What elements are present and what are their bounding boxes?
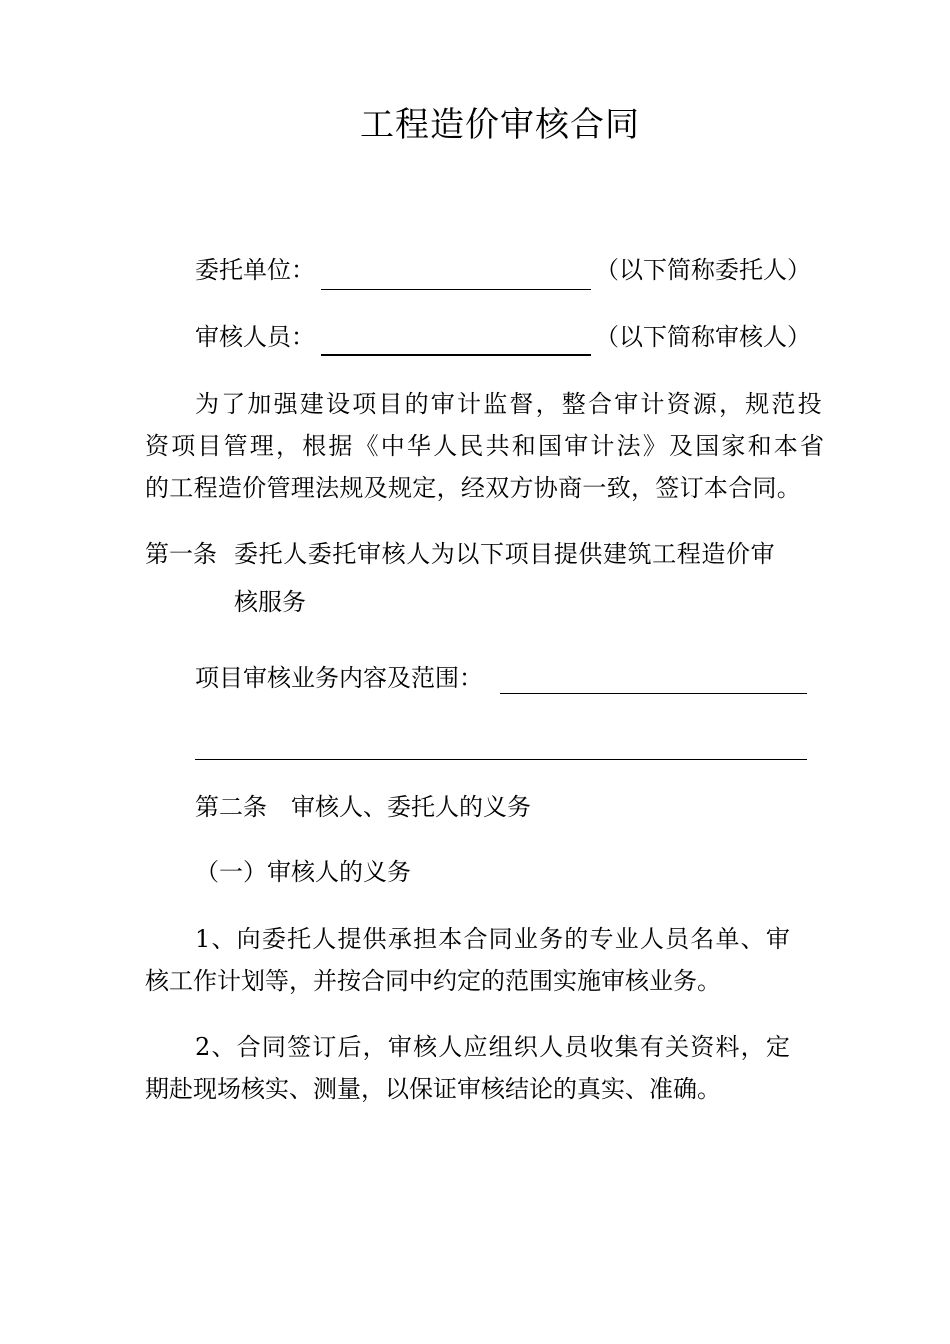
auditor-suffix: （以下简称审核人）	[595, 323, 811, 351]
preamble-line-1: 为了加强建设项目的审计监督，整合审计资源，规范投	[195, 390, 824, 418]
client-suffix: （以下简称委托人）	[595, 256, 811, 284]
article1-text-line1: 委托人委托审核人为以下项目提供建筑工程造价审	[234, 540, 776, 568]
preamble-line-2: 资项目管理，根据《中华人民共和国审计法》及国家和本省	[145, 432, 827, 460]
auditor-label: 审核人员：	[195, 323, 315, 351]
client-blank-field[interactable]	[321, 289, 591, 290]
article1-text-line2: 核服务	[234, 588, 306, 616]
section1-heading: （一）审核人的义务	[195, 858, 411, 886]
duty2-line-1: 2、合同签订后，审核人应组织人员收集有关资料，定	[195, 1033, 792, 1061]
duty1-line-2: 核工作计划等，并按合同中约定的范围实施审核业务。	[145, 967, 721, 995]
auditor-blank-field[interactable]	[321, 354, 591, 356]
article2-heading: 第二条 审核人、委托人的义务	[195, 793, 531, 821]
duty2-line-2: 期赴现场核实、测量，以保证审核结论的真实、准确。	[145, 1075, 721, 1103]
document-title: 工程造价审核合同	[360, 105, 640, 145]
client-label: 委托单位：	[195, 256, 315, 284]
preamble-line-3: 的工程造价管理法规及规定，经双方协商一致，签订本合同。	[145, 474, 802, 502]
duty1-line-1: 1、向委托人提供承担本合同业务的专业人员名单、审	[195, 925, 792, 953]
scope-blank-field-2[interactable]	[195, 759, 807, 760]
article1-number: 第一条	[145, 540, 217, 568]
scope-label: 项目审核业务内容及范围：	[195, 664, 483, 692]
scope-blank-field[interactable]	[500, 693, 807, 694]
